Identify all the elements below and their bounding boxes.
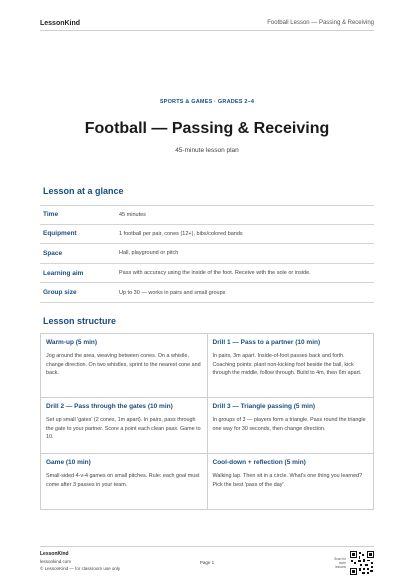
- header-brand: LessonKind: [40, 19, 81, 27]
- glance-label: Group size: [43, 289, 77, 297]
- page-title: Football — Passing & Receiving: [84, 120, 330, 137]
- page-number: Page 1: [199, 560, 215, 565]
- page-header: [40, 16, 374, 30]
- glance-row-time: [40, 205, 374, 225]
- structure-block-drill-1: [208, 334, 375, 398]
- block-title: Cool-down + reflection (5 min): [212, 459, 306, 466]
- glance-row-space: [40, 244, 374, 264]
- footer-url[interactable]: lessonkind.com: [40, 559, 72, 564]
- glance-value: Up to 30 — works in pairs and small groups: [119, 289, 226, 296]
- header-doc-title: Football Lesson — Passing & Receiving: [267, 20, 374, 26]
- glance-row-equipment: [40, 225, 374, 245]
- structure-heading: Lesson structure: [43, 316, 117, 326]
- glance-value: 1 football per pair, cones (12+), bibs/colored bands: [119, 230, 243, 237]
- footer-brand: LessonKind: [40, 551, 69, 557]
- structure-block-game: [41, 454, 208, 510]
- footer-copyright: © LessonKind — for classroom use only: [40, 566, 121, 571]
- block-text: Jog around the area, weaving between cones. On a whistle, change direction. On two whistles, sprint to the nearest cone and back.: [46, 353, 201, 376]
- footer-divider: [40, 546, 374, 547]
- qr-code-icon: [350, 551, 374, 575]
- glance-value: 45 minutes: [119, 211, 146, 218]
- lesson-structure-grid: [40, 333, 374, 510]
- glance-value: Hall, playground or pitch: [119, 250, 179, 257]
- block-title: Drill 1 — Pass to a partner (10 min): [212, 339, 321, 346]
- block-text: In groups of 3 — players form a triangle. Pass round the triangle one way for 30 seconds, then change direction.: [212, 417, 366, 432]
- block-title: Warm-up (5 min): [46, 339, 98, 346]
- glance-label: Space: [43, 249, 63, 257]
- structure-block-cool-down: [208, 454, 375, 510]
- block-title: Drill 2 — Pass through the gates (10 min): [46, 403, 173, 410]
- glance-table: [40, 205, 374, 303]
- block-text: In pairs, 3m apart. Inside-of-foot passes back and forth. Coaching points: plant non-kicking foot beside the ball, kick through the middle, follow through. Build to 4m, then 6m apart.: [212, 353, 362, 376]
- block-title: Game (10 min): [46, 459, 91, 466]
- glance-row-learning-aim: [40, 264, 374, 284]
- block-text: Walking lap. Then sit in a circle. What's one thing you learned? Pick the best 'pass of the day'.: [212, 473, 363, 488]
- block-text: Small-sided 4-v-4 games on small pitches. Rule: each goal must come after 3 passes in your team.: [46, 473, 200, 488]
- eyebrow-category: SPORTS & GAMES · GRADES 2–4: [159, 99, 255, 105]
- header-divider: [40, 30, 374, 31]
- page-subtitle: 45-minute lesson plan: [175, 147, 239, 154]
- structure-block-drill-2: [41, 398, 208, 454]
- structure-block-drill-3: [208, 398, 375, 454]
- block-text: Set up small 'gates' (2 cones, 1m apart). In pairs, pass through the gate to your partner. Score a point each clean pass. Game to 10.: [46, 417, 201, 440]
- glance-row-group-size: [40, 283, 374, 303]
- glance-label: Time: [43, 211, 59, 219]
- glance-value: Pass with accuracy using the inside of the foot. Receive with the sole or inside.: [119, 270, 311, 277]
- glance-label: Equipment: [43, 230, 77, 238]
- structure-block-warm-up: [41, 334, 208, 398]
- glance-label: Learning aim: [43, 269, 84, 277]
- scan-note: Scan for more lessons: [334, 557, 346, 569]
- glance-heading: Lesson at a glance: [43, 186, 124, 196]
- block-title: Drill 3 — Triangle passing (5 min): [212, 403, 316, 410]
